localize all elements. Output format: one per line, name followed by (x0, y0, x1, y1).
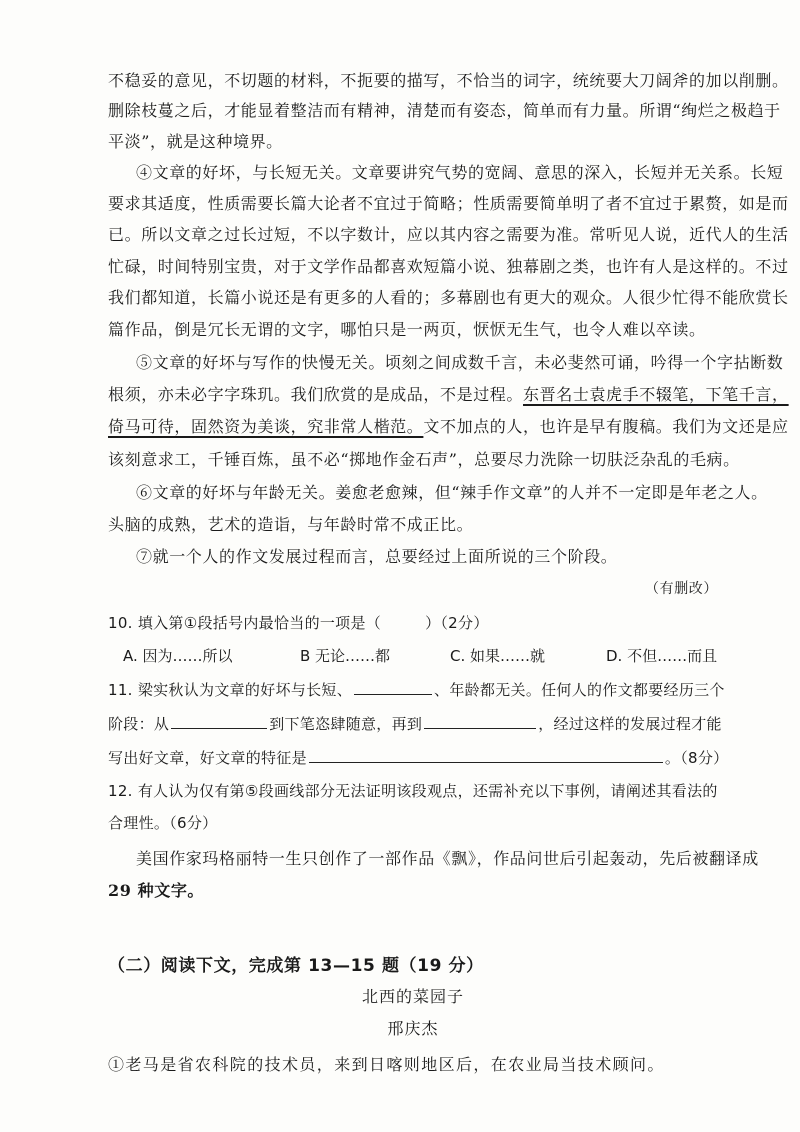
q10-option-c[interactable]: C. 如果……就 (450, 647, 546, 665)
q11-line-3 (108, 746, 729, 769)
para4-line-1: ④文章的好坏，与长短无关。文章要讲究气势的宽阔、意思的深入，长短并无关系。长短 (136, 163, 784, 182)
para5-text: 文不加点的人，也许是早有腹稿。我们为文还是应 (423, 417, 789, 436)
q11-text: ，经过这样的发展过程才能 (538, 715, 722, 733)
q12-example-line-2: 29 种文字。 (108, 881, 205, 900)
q11-blank-4[interactable] (309, 746, 663, 763)
q10-score: ）（2分） (425, 614, 489, 632)
q10-option-a[interactable]: A. 因为……所以 (123, 647, 233, 665)
para7: ⑦就一个人的作文发展过程而言，总要经过上面所说的三个阶段。 (136, 547, 618, 566)
q11-text: 阶段：从 (108, 715, 170, 733)
para6-line-2: 头脑的成熟，艺术的造诣，与年龄时常不成正比。 (108, 515, 474, 534)
q11-text: 到下笔恣肆随意，再到 (269, 715, 423, 733)
q11-text: 写出好文章，好文章的特征是 (108, 749, 307, 767)
para3-line-2: 删除枝蔓之后，才能显着整洁而有精神，清楚而有姿态，简单而有力量。所谓“绚烂之极趋于 (108, 101, 781, 120)
q11-score: 。（8分） (664, 749, 729, 767)
para4-line-2: 要求其适度，性质需要长篇大论者不宜过于简略；性质需要简单明了者不宜过于累赘，如是而 (108, 194, 789, 213)
q11-text: 11. 梁实秋认为文章的好坏与长短、 (108, 681, 353, 699)
q11-line-1 (108, 678, 725, 701)
q11-text: 、年龄都无关。任何人的作文都要经历三个 (434, 681, 725, 699)
para5-line-4: 该刻意求工，千锤百炼，虽不必“掷地作金石声”，总要尽力洗除一切肤泛杂乱的毛病。 (108, 450, 740, 469)
q11-blank-1[interactable] (354, 678, 432, 695)
para4-line-6: 篇作品，倒是冗长无谓的文字，哪怕只是一两页，恹恹无生气，也令人难以卒读。 (108, 320, 706, 339)
para4-line-5: 我们都知道，长篇小说还是有更多的人看的；多幕剧也有更大的观众。人很少忙得不能欣赏长 (108, 288, 789, 307)
q11-blank-2[interactable] (171, 712, 267, 729)
q10-stem-text: 10. 填入第①段括号内最恰当的一项是（ (108, 614, 382, 632)
para5-line-1: ⑤文章的好坏与写作的快慢无关。顷刻之间成数千言，未必斐然可诵，吟得一个字拈断数 (136, 353, 784, 372)
para5-line-2 (108, 384, 789, 406)
q12-line-1: 12. 有人认为仅有第⑤段画线部分无法证明该段观点，还需补充以下事例，请阐述其看法的 (108, 782, 718, 800)
q10-option-b[interactable]: B 无论……都 (300, 647, 391, 665)
para3-line-1: 不稳妥的意见，不切题的材料，不扼要的描写，不恰当的词字，统统要大刀阔斧的加以削删。 (108, 71, 789, 90)
para5-text: 根须，亦未必字字珠玑。我们欣赏的是成品，不是过程。 (108, 385, 524, 404)
q12-line-2: 合理性。（6分） (108, 814, 218, 832)
para4-line-4: 忙碌，时间特别宝贵，对于文学作品都喜欢短篇小说、独幕剧之类，也许有人是这样的。不过 (108, 257, 789, 276)
q12-example-line-1: 美国作家玛格丽特一生只创作了一部作品《飘》，作品问世后引起轰动，先后被翻译成 (136, 849, 759, 868)
q10-option-d[interactable]: D. 不但……而且 (606, 647, 718, 665)
article-title: 北西的菜园子 (361, 987, 464, 1006)
section-2-heading: （二）阅读下文，完成第 13—15 题（19 分） (108, 956, 484, 976)
q10-stem (108, 612, 718, 634)
underlined-example-cont: 倚马可待，固然资为美谈，究非常人楷范。 (108, 417, 424, 436)
edit-note: （有删改） (645, 581, 718, 597)
article-para-1: ①老马是省农科院的技术员，来到日喀则地区后，在农业局当技术顾问。 (108, 1055, 665, 1074)
article-author: 邢庆杰 (387, 1019, 439, 1038)
underlined-example: 东晋名士袁虎手不辍笔，下笔千言， (523, 385, 789, 404)
para5-line-3 (108, 416, 789, 438)
q11-blank-3[interactable] (424, 712, 536, 729)
para3-line-3: 平淡”，就是这种境界。 (108, 132, 283, 151)
q11-line-2 (108, 712, 722, 735)
para4-line-3: 已。所以文章之过长过短，不以字数计，应以其内容之需要为准。常听见人说，近代人的生活 (108, 225, 789, 244)
para6-line-1: ⑥文章的好坏与年龄无关。姜愈老愈辣，但“辣手作文章”的人并不一定即是年老之人。 (136, 483, 768, 502)
